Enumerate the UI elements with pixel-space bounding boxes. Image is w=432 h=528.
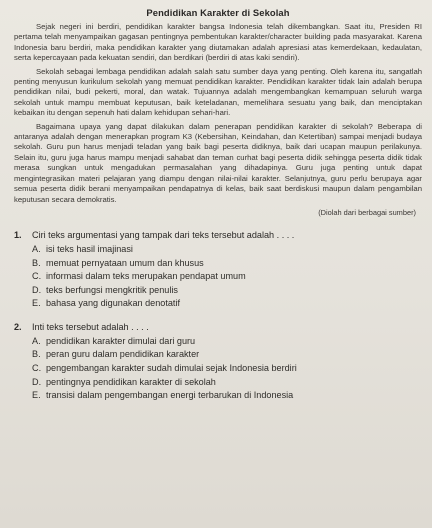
question-2 [14, 321, 422, 403]
paragraph-3: Bagaimana upaya yang dapat dilakukan dalam penerapan pendidikan karakter di sekolah? Beberapa di antaranya adalah dengan menerapkan program K3 (Kebersihan, Keindahan, dan Ketertiban) sampai menjadi budaya sekolah. Guru pun harus menjadi teladan yang baik bagi peserta didiknya, baik dari ucapan maupun perilakunya. Selain itu, guru juga harus mampu menjadi sahabat dan teman curhat bagi peserta didik sehingga peserta didik tidak merasa sungkan untuk mengadukan permasalahan yang dihadapinya. Guru juga penting untuk dapat mengintegrasikan materi pelajaran yang diampu dengan nilai-nilai karakter. Selanjutnya, guru perlu berupaya agar semua peserta didik berani menyampaikan pendapatnya di kelas, baik saat berdiskusi maupun dalam pengambilan keputusan secara demokratis. [14, 121, 422, 204]
option-text: isi teks hasil imajinasi [46, 243, 133, 254]
option-letter: E. [32, 390, 41, 401]
option-text: transisi dalam pengembangan energi terbarukan di Indonesia [46, 390, 294, 401]
option-letter: A. [32, 335, 41, 346]
option-d[interactable] [32, 284, 422, 298]
option-c[interactable] [32, 362, 422, 376]
option-letter: E. [32, 298, 41, 309]
option-a[interactable] [32, 335, 422, 349]
option-c[interactable] [32, 270, 422, 284]
option-letter: D. [32, 376, 42, 387]
option-b[interactable] [32, 257, 422, 271]
question-1 [14, 229, 422, 311]
question-text: Ciri teks argumentasi yang tampak dari teks tersebut adalah . . . . [32, 229, 295, 240]
option-text: informasi dalam teks merupakan pendapat umum [46, 271, 246, 282]
option-e[interactable] [32, 389, 422, 403]
option-text: pendidikan karakter dimulai dari guru [46, 335, 196, 346]
option-letter: B. [32, 257, 41, 268]
option-letter: A. [32, 243, 41, 254]
option-d[interactable] [32, 376, 422, 390]
option-letter: C. [32, 271, 42, 282]
option-text: peran guru dalam pendidikan karakter [46, 349, 200, 360]
option-text: pentingnya pendidikan karakter di sekolah [46, 376, 216, 387]
question-text: Inti teks tersebut adalah . . . . [32, 321, 149, 332]
option-a[interactable] [32, 243, 422, 257]
reading-title: Pendidikan Karakter di Sekolah [146, 7, 290, 18]
answer-options [32, 243, 422, 311]
paragraph-1: Sejak negeri ini berdiri, pendidikan karakter bangsa Indonesia telah dikembangkan. Saat itu, Presiden RI pertama telah menyampaikan gagasan pentingnya pembentukan karakter/character building pada masyarakat. Karena Indonesia baru berdiri, maka pendidikan karakter yang diutamakan adalah apresiasi atas kemerdekaan, kedaulatan, serta kepercayaan pada kekuatan sendiri, dan berdikari (berdiri di atas kaki sendiri). [14, 22, 422, 63]
source-note: (Diolah dari berbagai sumber) [318, 207, 416, 217]
option-letter: B. [32, 349, 41, 360]
option-text: teks berfungsi mengkritik penulis [46, 284, 178, 295]
option-letter: D. [32, 284, 42, 295]
option-text: bahasa yang digunakan denotatif [46, 298, 180, 309]
answer-options [32, 335, 422, 403]
option-text: pengembangan karakter sudah dimulai sejak Indonesia berdiri [46, 363, 297, 374]
option-e[interactable] [32, 297, 422, 311]
question-number: 2. [14, 321, 22, 332]
option-text: memuat pernyataan umum dan khusus [46, 257, 204, 268]
paragraph-2: Sekolah sebagai lembaga pendidikan adalah salah satu sumber daya yang penting. Oleh karena itu, sangatlah penting menyusun kurikulum sekolah yang memuat pendidikan karakter. Pendidikan karakter tidak lain adalah berupa pendidikan nilai, budi pekerti, moral, dan watak. Tujuannya adalah mengembangkan kemampuan seluruh warga sekolah untuk mampu membuat keputusan, baik keteladanan, memelihara sesuatu yang baik, dan menciptakan kebaikan itu dengan sepenuh hati dalam kehidupan sehari-hari. [14, 66, 422, 118]
question-number: 1. [14, 229, 22, 240]
option-b[interactable] [32, 348, 422, 362]
option-letter: C. [32, 363, 42, 374]
